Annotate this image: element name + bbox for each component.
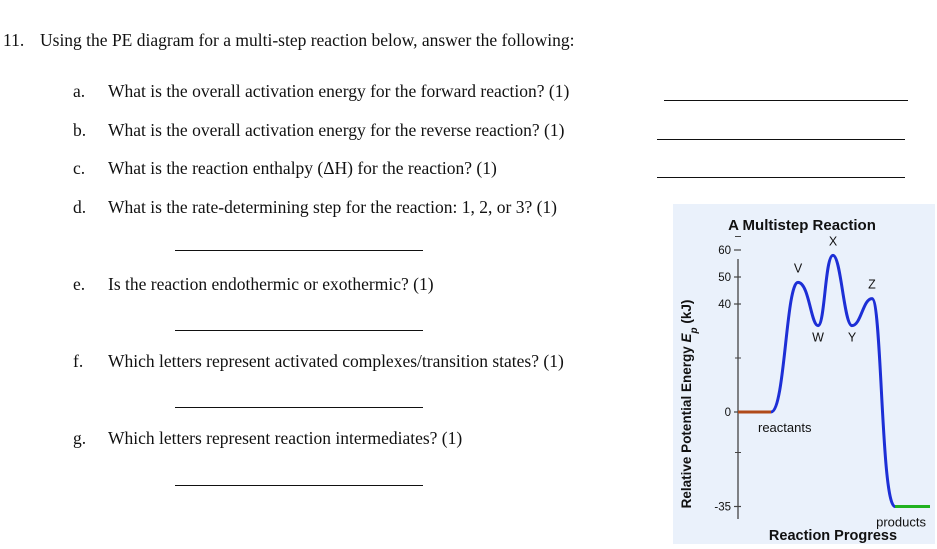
y-axis-label-unit: (kJ) [679, 299, 694, 328]
part-f-letter: f. [73, 351, 84, 371]
x-axis-label: Reaction Progress [768, 528, 898, 544]
y-tick-label: 0 [724, 407, 731, 419]
point-label-Y: Y [847, 330, 857, 345]
part-b-letter: b. [73, 120, 87, 140]
part-c-letter: c. [73, 158, 86, 178]
pe-diagram-figure [673, 204, 935, 544]
part-e-letter: e. [73, 274, 86, 294]
y-tick-label: 60 [718, 245, 731, 257]
question-text: Using the PE diagram for a multi-step reaction below, answer the following: [40, 30, 575, 50]
part-f-text: Which letters represent activated complexes/transition states? (1) [108, 351, 564, 371]
y-axis-label-prefix: Relative Potential Energy [679, 342, 694, 509]
part-a-text: What is the overall activation energy for the forward reaction? (1) [108, 81, 570, 101]
chart-title: A Multistep Reaction [728, 217, 876, 234]
y-axis-label-symbol: E [679, 333, 694, 343]
part-g-answer-blank[interactable] [175, 485, 423, 486]
point-label-reactants: reactants [758, 420, 812, 435]
part-c-answer-blank[interactable] [657, 177, 905, 178]
part-a-letter: a. [73, 81, 86, 101]
part-c-text: What is the reaction enthalpy (ΔH) for the reaction? (1) [108, 158, 497, 178]
part-d-text: What is the rate-determining step for the reaction: 1, 2, or 3? (1) [108, 197, 558, 217]
pe-diagram-chart [673, 204, 935, 544]
part-a-answer-blank[interactable] [664, 100, 908, 101]
part-e-text: Is the reaction endothermic or exothermic? (1) [108, 274, 434, 294]
part-g-letter: g. [73, 428, 87, 448]
part-g-text: Which letters represent reaction intermediates? (1) [108, 428, 463, 448]
point-label-X: X [828, 234, 838, 249]
y-tick-label: 40 [718, 299, 731, 311]
part-e-answer-blank[interactable] [175, 330, 423, 331]
point-label-V: V [793, 261, 803, 276]
part-d-letter: d. [73, 197, 87, 217]
point-label-W: W [812, 330, 824, 345]
point-label-Z: Z [868, 277, 876, 292]
part-d-answer-blank[interactable] [175, 250, 423, 251]
part-b-text: What is the overall activation energy for the reverse reaction? (1) [108, 120, 565, 140]
y-axis-label [679, 300, 700, 509]
y-axis-label-subscript: p [688, 327, 700, 334]
y-tick-label: 50 [718, 272, 731, 284]
energy-curve [759, 255, 895, 506]
part-b-answer-blank[interactable] [657, 139, 905, 140]
point-label-products: products [876, 514, 926, 530]
y-tick-label: -35 [714, 501, 731, 514]
question-number: 11. [3, 30, 25, 50]
part-f-answer-blank[interactable] [175, 407, 423, 408]
